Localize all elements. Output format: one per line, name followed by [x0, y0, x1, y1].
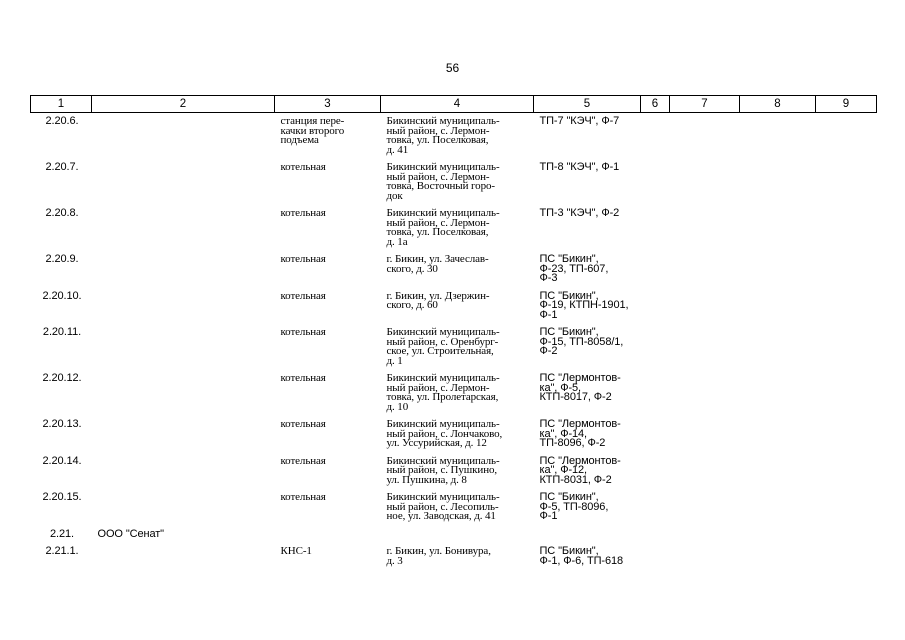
power-source-line: ТП-8096, Ф-2 [539, 437, 606, 449]
column-8-cell [740, 113, 816, 160]
row-number: 2.20.11. [42, 326, 82, 338]
object-name [275, 489, 381, 526]
object-address [381, 251, 534, 288]
organization-name [92, 251, 275, 288]
object-address-line: товка, ул. Пролетарская, [386, 391, 499, 403]
power-source-line: КТП-8031, Ф-2 [539, 473, 612, 486]
table-row [31, 288, 877, 325]
organization-name [92, 288, 275, 325]
table-row [31, 543, 877, 570]
object-address-line: г. Бикин, ул. Зачеслав- [386, 253, 489, 265]
object-name-line: котельная [280, 253, 326, 265]
power-source-line: ка", Ф-14, [539, 427, 588, 440]
column-8-cell [740, 489, 816, 526]
column-6-cell [641, 416, 670, 453]
object-address [381, 453, 534, 490]
object-address-line: ный район, с. Оренбург- [386, 335, 499, 348]
header-row [31, 96, 877, 113]
column-9-cell [816, 288, 877, 325]
column-9-cell [816, 205, 877, 251]
object-name-line: котельная [280, 207, 326, 219]
object-address-line: ный район, с. Лермон- [386, 216, 490, 229]
column-9-cell [816, 251, 877, 288]
organization-name [92, 159, 275, 205]
column-header-1: 1 [31, 96, 92, 113]
object-address-line: товка, Восточный горо- [386, 180, 495, 192]
power-source-line: Ф-19, КТПН-1901, [539, 299, 629, 311]
organization-name [92, 370, 275, 416]
object-name [275, 370, 381, 416]
column-8-cell [740, 251, 816, 288]
object-address-line: Бикинский муниципаль- [386, 454, 500, 467]
power-source [534, 159, 641, 205]
object-name-line: котельная [280, 289, 326, 302]
power-source-line: Ф-5, ТП-8096, [539, 500, 609, 513]
power-source-line: КТП-8017, Ф-2 [539, 391, 612, 403]
object-name-line: котельная [280, 491, 326, 503]
object-address [381, 370, 534, 416]
power-source [534, 526, 641, 544]
column-6-cell [641, 489, 670, 526]
column-9-cell [816, 113, 877, 160]
column-7-cell [670, 526, 740, 544]
object-name-line: котельная [280, 372, 326, 384]
object-address-line: ный район, с. Лончаково, [386, 427, 503, 440]
column-9-cell [816, 543, 877, 570]
object-address-line: д. 10 [386, 400, 409, 413]
object-name-line: котельная [280, 418, 326, 430]
table-row [31, 489, 877, 526]
power-source [534, 251, 641, 288]
column-9-cell [816, 159, 877, 205]
power-source [534, 288, 641, 325]
object-address-line: г. Бикин, ул. Бонивура, [386, 545, 491, 557]
column-7-cell [670, 113, 740, 160]
table-body [31, 113, 877, 571]
object-address-line: Бикинский муниципаль- [386, 372, 500, 384]
object-address-line: Бикинский муниципаль- [386, 161, 500, 173]
object-address-line: г. Бикин, ул. Дзержин- [386, 289, 490, 302]
column-6-cell [641, 251, 670, 288]
organization-name [92, 205, 275, 251]
column-7-cell [670, 543, 740, 570]
object-address-line: товка, ул. Поселковая, [386, 134, 489, 146]
column-7-cell [670, 324, 740, 370]
object-name [275, 453, 381, 490]
object-name-line: подъема [280, 134, 319, 146]
object-name [275, 416, 381, 453]
column-6-cell [641, 453, 670, 490]
table-row [31, 416, 877, 453]
column-7-cell [670, 251, 740, 288]
object-address-line: ского, д. 30 [386, 262, 438, 275]
organization-name [92, 324, 275, 370]
power-source-line: ТП-8 "КЭЧ", Ф-1 [539, 161, 620, 173]
power-source-line: ПС "Лермонтов- [539, 418, 621, 430]
organization-name [92, 543, 275, 570]
object-name [275, 324, 381, 370]
column-9-cell [816, 489, 877, 526]
object-name-line: котельная [280, 161, 326, 173]
power-source-line: Ф-1 [539, 308, 558, 321]
object-name-line: котельная [280, 454, 326, 467]
object-address [381, 205, 534, 251]
column-header-3: 3 [275, 96, 381, 113]
power-source-line: Ф-3 [539, 272, 558, 284]
power-source-line: ка", Ф-12, [539, 464, 588, 476]
column-9-cell [816, 526, 877, 544]
power-source [534, 113, 641, 160]
row-number: 2.20.12. [42, 372, 82, 384]
column-6-cell [641, 159, 670, 205]
object-address-line: ный район, с. Лермон- [386, 381, 490, 394]
table-row [31, 205, 877, 251]
power-source-line: ПС "Бикин", [539, 253, 599, 265]
column-8-cell [740, 159, 816, 205]
power-source [534, 453, 641, 490]
column-9-cell [816, 324, 877, 370]
organization-name [92, 489, 275, 526]
column-header-2: 2 [92, 96, 275, 113]
object-address [381, 113, 534, 160]
object-address-line: ный район, с. Лермон- [386, 170, 490, 183]
object-name [275, 543, 381, 570]
row-number: 2.20.8. [45, 207, 79, 219]
column-6-cell [641, 526, 670, 544]
column-7-cell [670, 416, 740, 453]
column-8-cell [740, 288, 816, 325]
column-header-6: 6 [641, 96, 670, 113]
power-source-line: ТП-3 "КЭЧ", Ф-2 [539, 207, 620, 219]
column-6-cell [641, 543, 670, 570]
object-name [275, 113, 381, 160]
column-9-cell [816, 370, 877, 416]
object-address-line: Бикинский муниципаль- [386, 207, 500, 219]
power-source-line: Ф-15, ТП-8058/1, [539, 335, 624, 348]
power-source [534, 205, 641, 251]
row-number: 2.20.7. [45, 161, 79, 173]
column-header-7: 7 [670, 96, 740, 113]
object-address [381, 159, 534, 205]
object-address-line: д. 41 [386, 143, 409, 156]
power-source [534, 416, 641, 453]
column-8-cell [740, 453, 816, 490]
document-table [30, 95, 877, 570]
power-source [534, 489, 641, 526]
column-header-9: 9 [816, 96, 877, 113]
column-9-cell [816, 453, 877, 490]
object-address-line: товка, ул. Поселковая, [386, 226, 489, 238]
object-address-line: док [386, 189, 403, 202]
column-6-cell [641, 324, 670, 370]
object-name-line: качки второго [280, 124, 345, 137]
column-7-cell [670, 453, 740, 490]
column-8-cell [740, 324, 816, 370]
object-address-line: ный район, с. Лермон- [386, 124, 490, 137]
object-name [275, 288, 381, 325]
column-8-cell [740, 205, 816, 251]
column-header-4: 4 [381, 96, 534, 113]
column-7-cell [670, 370, 740, 416]
object-name [275, 526, 381, 544]
column-6-cell [641, 370, 670, 416]
column-7-cell [670, 288, 740, 325]
object-name [275, 205, 381, 251]
column-6-cell [641, 288, 670, 325]
power-source-line: ПС "Бикин", [539, 289, 599, 302]
object-address-line: ул. Пушкина, д. 8 [386, 473, 467, 486]
table-row [31, 251, 877, 288]
object-address [381, 526, 534, 544]
object-name [275, 159, 381, 205]
power-source [534, 370, 641, 416]
power-source-line: Ф-1, Ф-6, ТП-618 [539, 554, 624, 567]
column-8-cell [740, 543, 816, 570]
power-source [534, 324, 641, 370]
column-7-cell [670, 205, 740, 251]
power-source-line: ТП-7 "КЭЧ", Ф-7 [539, 115, 620, 127]
table-row [31, 453, 877, 490]
object-address [381, 489, 534, 526]
power-source [534, 543, 641, 570]
power-source-line: ка", Ф-5, [539, 381, 581, 394]
object-address-line: ный район, с. Пушкино, [386, 464, 498, 476]
table-row [31, 526, 877, 544]
organization-name: ООО "Сенат" [97, 527, 164, 540]
object-address [381, 324, 534, 370]
object-name [275, 251, 381, 288]
page-number: 56 [445, 61, 460, 75]
power-source-line: Ф-2 [539, 345, 558, 357]
object-address [381, 416, 534, 453]
object-address [381, 288, 534, 325]
table-row [31, 324, 877, 370]
object-address-line: ный район, с. Лесопиль- [386, 500, 499, 513]
column-8-cell [740, 416, 816, 453]
object-address-line: ул. Уссурийская, д. 12 [386, 437, 487, 449]
object-address-line: ное, ул. Заводская, д. 41 [386, 510, 496, 522]
power-source-line: ПС "Лермонтов- [539, 372, 621, 384]
organization-name [92, 453, 275, 490]
power-source-line: Ф-23, ТП-607, [539, 262, 609, 275]
column-7-cell [670, 159, 740, 205]
object-address-line: д. 1 [386, 354, 403, 367]
power-source-line: ПС "Лермонтов- [539, 454, 621, 467]
power-source-line: Ф-1 [539, 510, 558, 522]
column-8-cell [740, 526, 816, 544]
column-header-8: 8 [740, 96, 816, 113]
object-address-line: д. 1а [386, 235, 408, 248]
table-row [31, 113, 877, 160]
row-number: 2.20.15. [42, 491, 82, 503]
row-number: 2.20.6. [45, 115, 79, 127]
organization-name [92, 113, 275, 160]
row-number: 2.20.10. [42, 289, 82, 302]
power-source-line: ПС "Бикин", [539, 545, 599, 557]
object-address-line: д. 3 [386, 554, 403, 567]
object-name-line: станция пере- [280, 115, 345, 127]
object-address-line: ского, д. 60 [386, 299, 438, 311]
row-number: 2.21.1. [45, 545, 79, 557]
column-6-cell [641, 205, 670, 251]
column-7-cell [670, 489, 740, 526]
row-number: 2.20.9. [45, 253, 79, 265]
organization-name [92, 416, 275, 453]
object-address-line: Бикинский муниципаль- [386, 491, 500, 503]
object-address-line: ское, ул. Строительная, [386, 345, 494, 357]
column-6-cell [641, 113, 670, 160]
object-name-line: КНС-1 [280, 545, 312, 557]
object-name-line: котельная [280, 326, 326, 338]
table-row [31, 159, 877, 205]
object-address-line: Бикинский муниципаль- [386, 418, 500, 430]
object-address-line: Бикинский муниципаль- [386, 115, 500, 127]
row-number: 2.21. [50, 527, 74, 540]
table-row [31, 370, 877, 416]
power-source-line: ПС "Бикин", [539, 491, 599, 503]
object-address-line: Бикинский муниципаль- [386, 326, 500, 338]
object-address [381, 543, 534, 570]
column-8-cell [740, 370, 816, 416]
row-number: 2.20.13. [42, 418, 82, 430]
power-source-line: ПС "Бикин", [539, 326, 599, 338]
column-9-cell [816, 416, 877, 453]
column-header-5: 5 [534, 96, 641, 113]
row-number: 2.20.14. [42, 454, 82, 467]
